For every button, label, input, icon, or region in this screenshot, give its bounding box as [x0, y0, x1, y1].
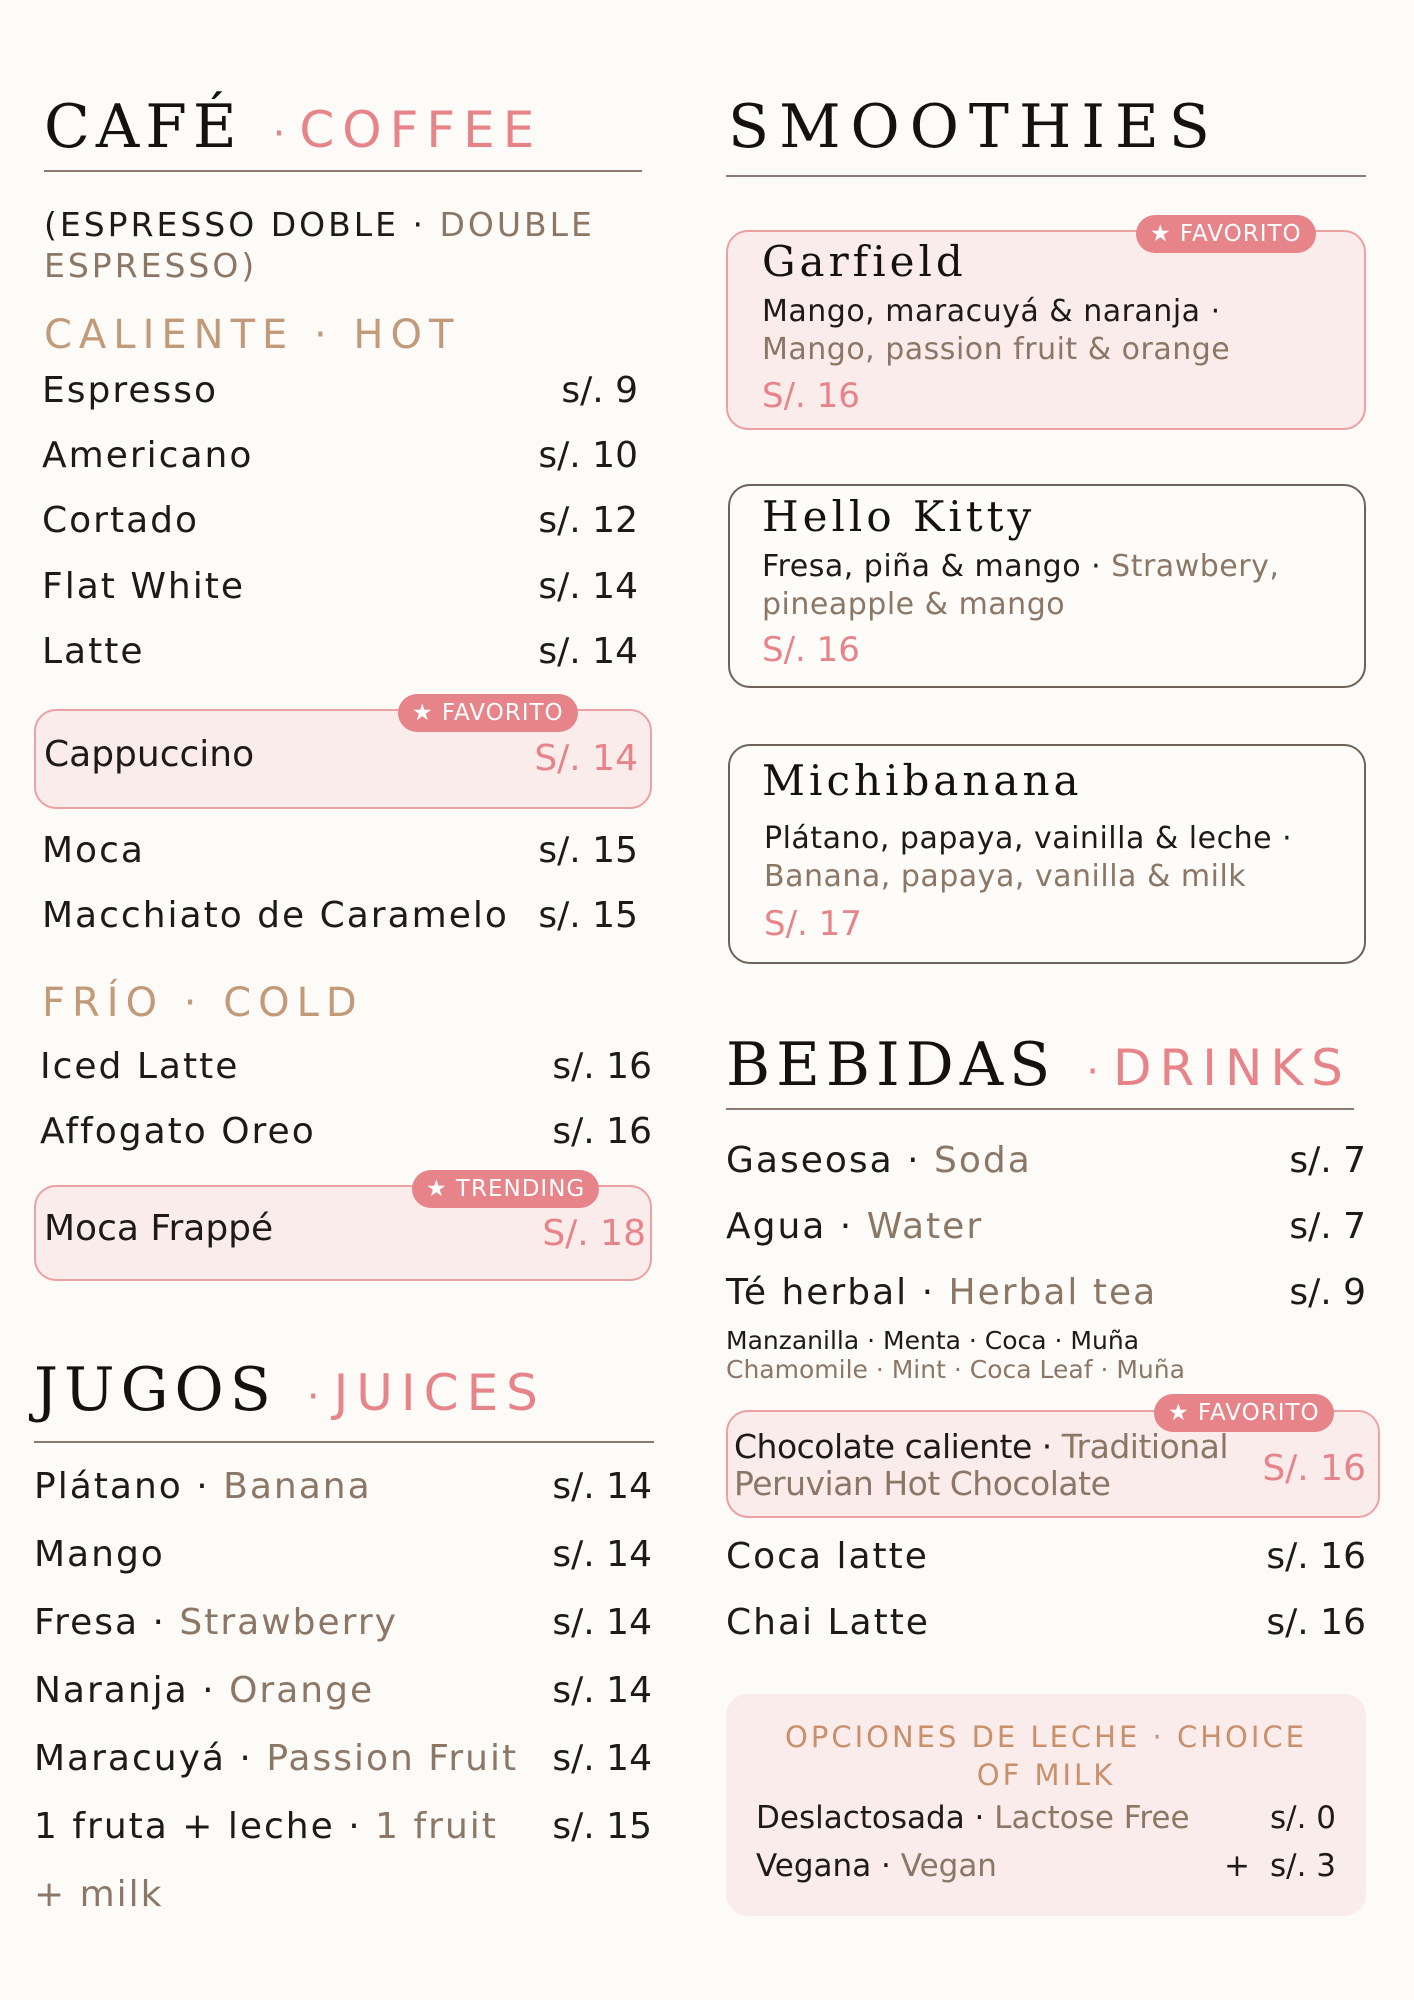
menu-item-price: s/. 15	[538, 895, 638, 936]
featured-item-name: Moca Frappé	[44, 1208, 274, 1249]
smoothie-price: S/. 17	[764, 904, 862, 944]
featured-item-price: S/. 14	[534, 738, 638, 779]
coffee-title-es: CAFÉ	[44, 92, 243, 162]
menu-item-name: Naranja · Orange	[34, 1670, 375, 1711]
drinks-divider	[726, 1108, 1354, 1110]
menu-item-name: Affogato Oreo	[40, 1111, 316, 1152]
menu-item-name: Maracuyá · Passion Fruit	[34, 1738, 519, 1779]
menu-item-price: s/. 15	[552, 1806, 652, 1847]
smoothies-divider	[726, 175, 1366, 177]
espresso-note: (ESPRESSO DOBLE · DOUBLE ESPRESSO)	[44, 205, 595, 285]
menu-item-price: s/. 12	[538, 500, 638, 541]
milk-option-price: s/. 0	[1269, 1800, 1336, 1836]
coffee-section-title: CAFÉ · COFFEE	[44, 92, 543, 162]
menu-item-continuation: + milk	[34, 1874, 164, 1915]
menu-item-name: Latte	[42, 631, 145, 672]
milk-option-name: Vegana · Vegan	[756, 1848, 997, 1884]
featured-item-name: Cappuccino	[44, 734, 255, 775]
menu-item-name: Americano	[42, 435, 254, 476]
smoothie-name: Michibanana	[762, 756, 1083, 805]
menu-item-name: Moca	[42, 830, 145, 871]
cold-subheading: FRÍO · COLD	[42, 980, 364, 1026]
menu-item-name: Espresso	[42, 370, 219, 411]
juices-title-es: JUGOS	[34, 1355, 277, 1425]
milk-option-price: s/. 3	[1269, 1848, 1336, 1884]
milk-option-name: Deslactosada · Lactose Free	[756, 1800, 1190, 1836]
menu-item-price: s/. 7	[1289, 1206, 1366, 1247]
menu-item-price: s/. 16	[552, 1046, 652, 1087]
drinks-title-es: BEBIDAS	[726, 1030, 1057, 1100]
menu-item-name: Gaseosa · Soda	[726, 1140, 1032, 1181]
menu-item-price: s/. 15	[538, 830, 638, 871]
menu-item-price: s/. 14	[538, 631, 638, 672]
juices-divider	[34, 1441, 654, 1443]
menu-item-name: Fresa · Strawberry	[34, 1602, 398, 1643]
menu-item-name: Cortado	[42, 500, 200, 541]
juices-section-title: JUGOS · JUICES	[34, 1355, 546, 1425]
menu-item-name: Iced Latte	[40, 1046, 240, 1087]
favorite-badge: ★ FAVORITO	[1136, 215, 1316, 253]
menu-item-name: Macchiato de Caramelo	[42, 895, 509, 936]
milk-option-plus: +	[1224, 1848, 1250, 1884]
menu-item-price: s/. 14	[552, 1466, 652, 1507]
menu-item-price: s/. 9	[561, 370, 638, 411]
menu-item-name: Agua · Water	[726, 1206, 984, 1247]
featured-item-name: Chocolate caliente · Traditional Peruvian Hot Chocolate	[734, 1427, 1229, 1503]
featured-item-price: S/. 16	[1262, 1448, 1366, 1489]
smoothie-name: Garfield	[762, 237, 967, 286]
featured-item-price: S/. 18	[542, 1213, 646, 1254]
menu-item-name: Chai Latte	[726, 1602, 930, 1643]
menu-item-price: s/. 16	[552, 1111, 652, 1152]
juices-title-en: JUICES	[333, 1364, 546, 1422]
trending-badge: ★ TRENDING	[412, 1170, 599, 1208]
menu-item-name: Plátano · Banana	[34, 1466, 372, 1507]
menu-item-price: s/. 16	[1266, 1602, 1366, 1643]
smoothie-description: Mango, maracuyá & naranja · Mango, passion fruit & orange	[762, 294, 1231, 367]
menu-item-price: s/. 7	[1289, 1140, 1366, 1181]
menu-item-name: Mango	[34, 1534, 165, 1575]
tea-options-note: Manzanilla · Menta · Coca · Muña Chamomile · Mint · Coca Leaf · Muña	[726, 1326, 1185, 1384]
menu-item-price: s/. 14	[552, 1738, 652, 1779]
milk-options-title: OPCIONES DE LECHE · CHOICE OF MILK	[785, 1720, 1307, 1792]
smoothie-price: S/. 16	[762, 630, 860, 670]
menu-item-price: s/. 16	[1266, 1536, 1366, 1577]
coffee-title-en: COFFEE	[299, 101, 543, 159]
menu-item-name: Flat White	[42, 566, 246, 607]
coffee-divider	[44, 170, 642, 172]
smoothies-section-title: SMOOTHIES	[728, 92, 1220, 162]
drinks-title-en: DRINKS	[1112, 1039, 1351, 1097]
hot-subheading: CALIENTE · HOT	[44, 312, 461, 358]
menu-item-price: s/. 9	[1289, 1272, 1366, 1313]
menu-item-name: Coca latte	[726, 1536, 929, 1577]
menu-item-name: 1 fruta + leche · 1 fruit	[34, 1806, 498, 1847]
favorite-badge: ★ FAVORITO	[398, 694, 578, 732]
smoothie-description: Plátano, papaya, vainilla & leche · Banana, papaya, vanilla & milk	[764, 821, 1293, 894]
favorite-badge: ★ FAVORITO	[1154, 1394, 1334, 1432]
menu-item-name: Té herbal · Herbal tea	[726, 1272, 1158, 1313]
menu-item-price: s/. 10	[538, 435, 638, 476]
smoothie-price: S/. 16	[762, 376, 860, 416]
menu-item-price: s/. 14	[552, 1670, 652, 1711]
smoothie-description: Fresa, piña & mango · Strawbery, pineapple & mango	[762, 549, 1280, 622]
drinks-section-title: BEBIDAS · DRINKS	[726, 1030, 1351, 1100]
menu-item-price: s/. 14	[538, 566, 638, 607]
menu-item-price: s/. 14	[552, 1602, 652, 1643]
smoothie-name: Hello Kitty	[762, 492, 1036, 541]
menu-item-price: s/. 14	[552, 1534, 652, 1575]
